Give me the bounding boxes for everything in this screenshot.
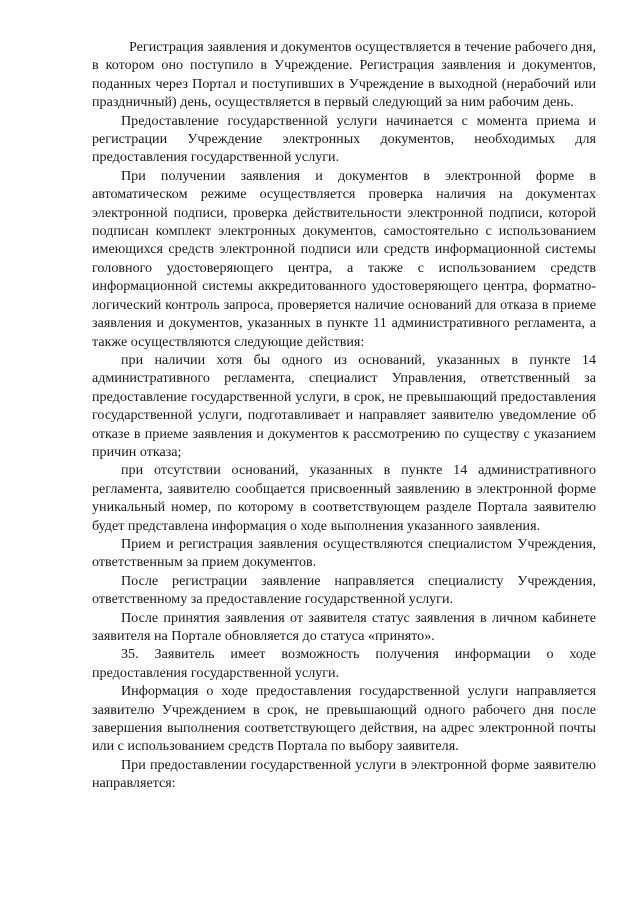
paragraph-acceptance-case: при отсутствии оснований, указанных в пункте 14 административного регламента, заявителю сообщается присвоенный заявлению в электронной форме уникальный номер, по которому в соответствующем разделе Портала заявителю будет представлена информация о ходе выполнения указанного заявления.	[92, 462, 596, 534]
paragraph-registration-timing: Регистрация заявления и документов осуществляется в течение рабочего дня, в котором оно поступило в Учреждение. Регистрация заявления и документов, поданных через Портал и поступивших в Учреждение в выходной (нерабочий или праздничный) день, осуществляется в первый следующий за ним рабочим день.	[92, 39, 596, 111]
paragraph-progress-info: Информация о ходе предоставления государственной услуги направляется заявителю Учреждением в срок, не превышающий одного рабочего дня после завершения выполнения соответствующего действия, на адрес электронной почты или с использованием средств Портала по выбору заявителя.	[92, 683, 596, 755]
paragraph-electronic-delivery: При предоставлении государственной услуги в электронной форме заявителю направляется:	[92, 756, 596, 792]
paragraph-item-35: 35. Заявитель имеет возможность получения информации о ходе предоставления государственной услуги.	[92, 646, 596, 681]
paragraph-refusal-case: при наличии хотя бы одного из оснований, указанных в пункте 14 административного регламента, специалист Управления, ответственный за предоставление государственной услуги, в срок, не превышающий предоставления государственной услуги, подготавливает и направляет заявителю уведомление об отказе в приеме заявления и документов к рассмотрению по существу с указанием причин отказа;	[92, 351, 596, 460]
paragraph-reception-specialist: Прием и регистрация заявления осуществляются специалистом Учреждения, ответственным за прием документов.	[92, 535, 596, 571]
paragraph-status-update: После принятия заявления от заявителя статус заявления в личном кабинете заявителя на Портале обновляется до статуса «принято».	[92, 609, 596, 644]
paragraph-electronic-verification: При получении заявления и документов в электронной форме в автоматическом режиме осуществляется проверка наличия на документах электронной подписи, проверка действительности электронной подписи, которой подписан комплект электронных документов, самостоятельно с использованием имеющихся средств электронной подписи или средств информационной системы головного удостоверяющего центра, а также с использованием средств информационной системы аккредитованного удостоверяющего центра, форматно-логический контроль запроса, проверяется наличие оснований для отказа в приеме заявления и документов, указанных в пункте 11 административного регламента, а также осуществляются следующие действия:	[92, 167, 596, 350]
paragraph-service-start: Предоставление государственной услуги начинается с момента приема и регистрации Учреждение электронных документов, необходимых для предоставления государственной услуги.	[92, 112, 596, 166]
paragraph-forwarding: После регистрации заявление направляется специалисту Учреждения, ответственному за предоставление государственной услуги.	[92, 572, 596, 608]
